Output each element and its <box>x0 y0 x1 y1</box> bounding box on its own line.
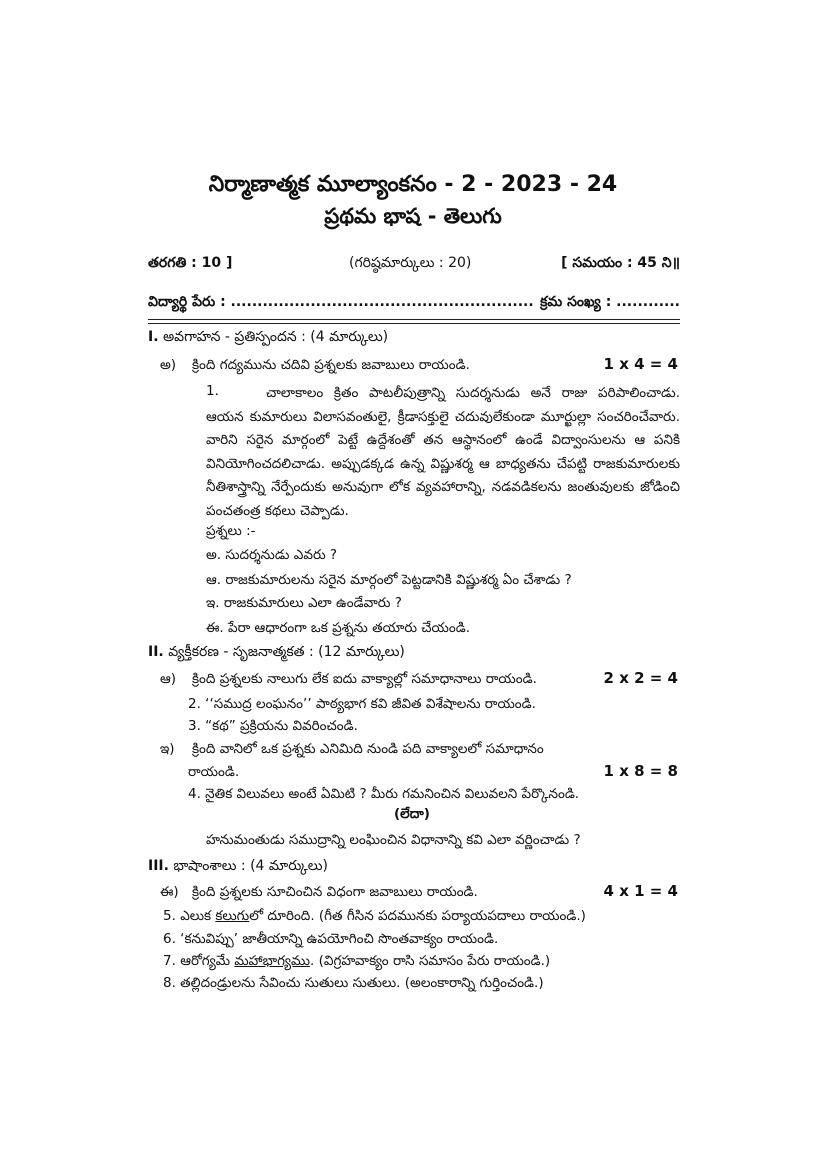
exam-subtitle: ప్రథమ భాష - తెలుగు <box>324 204 502 228</box>
section-3-marks: 4 x 1 = 4 <box>603 882 678 900</box>
question-item: అ. సుదర్శనుడు ఎవరు ? <box>206 547 338 563</box>
section-2-title: వ్యక్తీకరణ - సృజనాత్మకత : (12 మార్కులు) <box>168 644 405 660</box>
student-name-field: విద్యార్థి పేరు : ......................................................... <box>148 294 534 310</box>
question-item <box>163 908 586 927</box>
question-item <box>163 953 550 972</box>
question-item: హనుమంతుడు సముద్రాన్ని లంఘించిన విధానాన్ని కవి ఎలా వర్ణించాడు ? <box>206 832 581 848</box>
questions-label: ప్రశ్నలు :- <box>206 523 256 539</box>
section-3-number: III. <box>148 858 169 874</box>
question-item: 6. ‘కనువిప్పు’ జాతీయాన్ని ఉపయోగించి సొంతవాక్యం రాయండి. <box>163 931 499 947</box>
question-item: 3. “కథ” ప్రక్రియను వివరించండి. <box>188 718 358 734</box>
class-label: తరగతి : 10 ] <box>148 255 233 271</box>
max-marks-label: (గరిష్ఠమార్కులు : 20) <box>349 255 472 271</box>
or-label: (లేదా) <box>394 806 430 822</box>
section-1-title: అవగాహన - ప్రతిస్పందన : (4 మార్కులు) <box>162 329 389 345</box>
section-2-heading <box>148 644 405 663</box>
section-1-heading <box>148 329 388 348</box>
section-2b-instruction-cont: రాయండి. <box>188 764 240 780</box>
section-1-marker: అ) <box>160 357 177 373</box>
section-2a-marks: 2 x 2 = 4 <box>603 669 678 687</box>
q5-number: 5. <box>163 908 176 924</box>
section-2a-instruction: క్రింది ప్రశ్నలకు నాలుగు లేక ఐదు వాక్యాల్లో సమాధానాలు రాయండి. <box>192 671 537 687</box>
section-1-instruction: క్రింది గద్యమును చదివి ప్రశ్నలకు జవాబులు రాయండి. <box>192 357 470 373</box>
header-divider-2 <box>148 323 680 324</box>
section-2b-instruction: క్రింది వానిలో ఒక ప్రశ్నకు ఎనిమిది నుండి పది వాక్యాలలో సమాధానం <box>192 741 544 757</box>
section-2a-marker: ఆ) <box>160 671 177 687</box>
section-2b-marker: ఇ) <box>160 741 175 757</box>
exam-title: నిర్మాణాత్మక మూల్యాంకనం - 2 - 2023 - 24 <box>208 172 618 197</box>
q7-number: 7. <box>163 953 176 969</box>
section-2-number: II. <box>148 644 164 660</box>
header-divider <box>148 319 680 320</box>
section-3-heading <box>148 858 328 877</box>
passage-number: 1. <box>206 383 219 399</box>
section-1-number: I. <box>148 329 159 345</box>
q7-pre: ఆరోగ్యమే <box>180 953 235 969</box>
time-label: [ సమయం : 45 ని॥ <box>561 255 680 271</box>
q7-underlined-word: మహాభాగ్యము <box>234 953 311 969</box>
section-3-title: భాషాంశాలు : (4 మార్కులు) <box>173 858 328 874</box>
question-item: ఆ. రాజకుమారులను సరైన మార్గంలో పెట్టడానికి విష్ణుశర్మ ఏం చేశాడు ? <box>206 572 572 588</box>
q5-pre: ఎలుక <box>180 908 216 924</box>
question-item: ఇ. రాజకుమారులు ఎలా ఉండేవారు ? <box>206 595 402 611</box>
q5-post: లో దూరింది. (గీత గీసిన పదమునకు పర్యాయపదాలు రాయండి.) <box>249 908 586 924</box>
section-3-instruction: క్రింది ప్రశ్నలకు సూచించిన విధంగా జవాబులు రాయండి. <box>192 884 478 900</box>
question-item: 2. ‘‘సముద్ర లంఘనం’’ పాఠ్యభాగ కవి జీవిత విశేషాలను రాయండి. <box>188 696 536 712</box>
roll-number-field: క్రమ సంఖ్య : ............ <box>540 294 680 310</box>
section-3-marker: ఈ) <box>160 884 179 900</box>
passage-text: చాలాకాలం క్రితం పాటలీపుత్రాన్ని సుదర్శనుడు అనే రాజు పరిపాలించాడు. ఆయన కుమారులు విలాసవంతులై, క్రీడాసక్తులై చదువులేకుండా మూర్ఖుల్లా సంచరించేవారు. వారిని సరైన మార్గంలో పెట్టే ఉద్దేశంతో తన ఆస్థానంలో ఉండే విద్వాంసులను ఆ పనికి వినియోగించదలిచాడు. అప్పుడక్కడ ఉన్న విష్ణుశర్మ ఆ బాధ్యతను చేపట్టి రాజకుమారులకు నీతిశాస్త్రాన్ని నేర్పేందుకు అనువుగా లోక వ్యవహారాన్ని, నడవడికలను జంతువులకు జోడించి పంచతంత్ర కథలు చెప్పాడు. <box>206 385 680 519</box>
q7-post: . (విగ్రహవాక్యం రాసి సమాసం పేరు రాయండి.) <box>310 953 551 969</box>
question-item: ఈ. పేరా ఆధారంగా ఒక ప్రశ్నను తయారు చేయండి. <box>206 620 471 636</box>
question-item: 8. తల్లిదండ్రులను సేవించు సుతులు సుతులు. (అలంకారాన్ని గుర్తించండి.) <box>163 975 544 991</box>
q5-underlined-word: కలుగు <box>215 908 250 924</box>
section-1-marks: 1 x 4 = 4 <box>603 355 678 373</box>
section-2b-marks: 1 x 8 = 8 <box>603 762 678 780</box>
question-item: 4. నైతిక విలువలు అంటే ఏమిటి ? మీరు గమనించిన విలువలని పేర్కొనండి. <box>188 786 580 802</box>
